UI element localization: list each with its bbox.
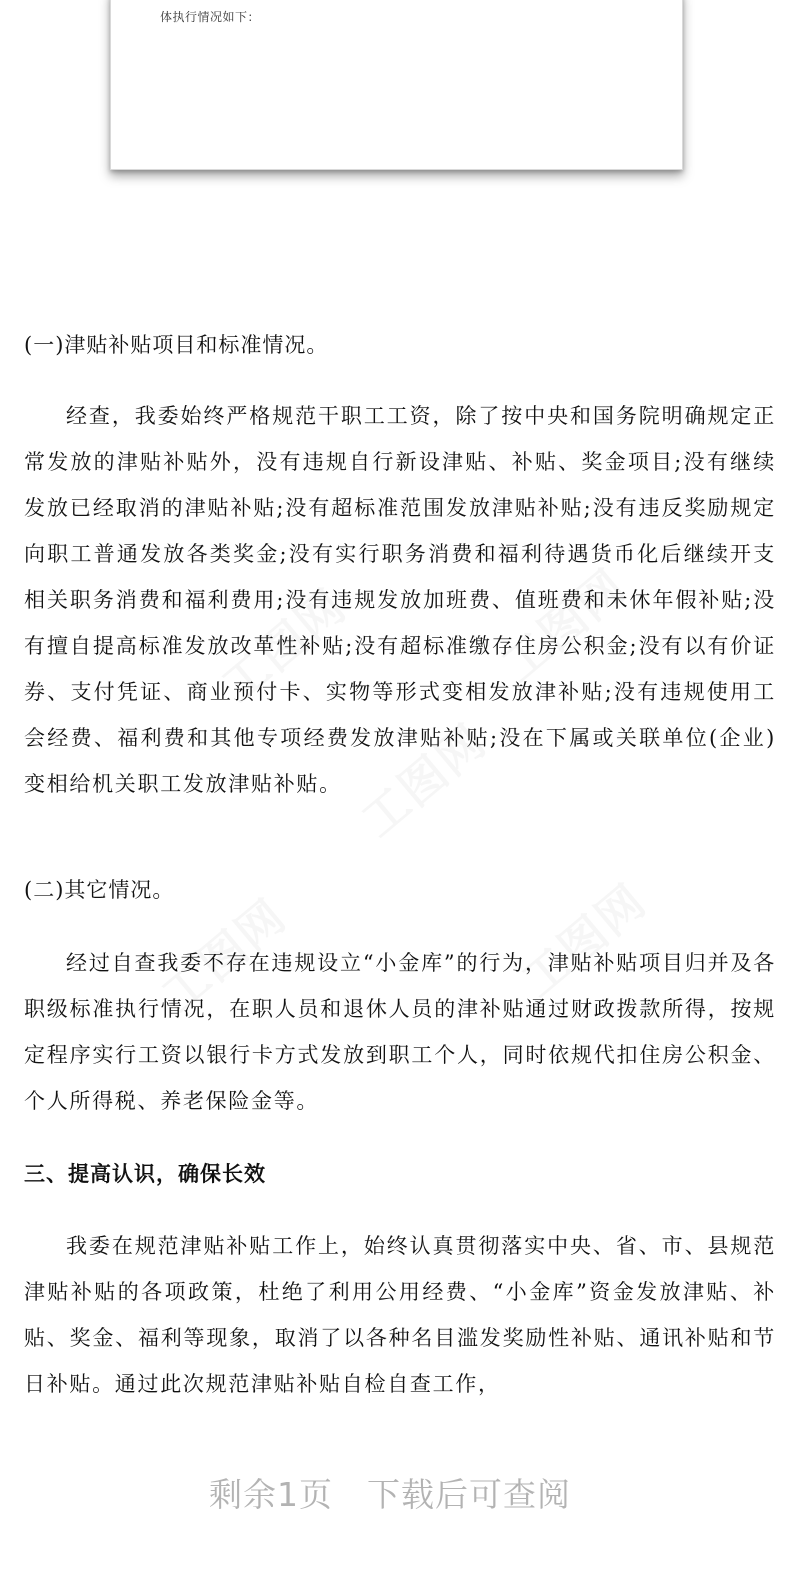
preview-text: 体执行情况如下： bbox=[160, 10, 261, 24]
paragraph: 经查，我委始终严格规范干职工工资，除了按中央和国务院明确规定正常发放的津贴补贴外，没有违规自行新设津贴、补贴、奖金项目;没有继续发放已经取消的津贴补贴;没有超标准范围发放津贴补贴;没有违反奖励规定向职工普通发放各类奖金;没有实行职务消费和福利待遇货币化后继续开支相关职务消费和福利费用;没有违规发放加班费、值班费和未休年假补贴;没有擅自提高标准发放改革性补贴;没有超标准缴存住房公积金;没有以有价证券、支付凭证、商业预付卡、实物等形式变相发放津补贴;没有违规使用工会经费、福利费和其他专项经费发放津贴补贴;没在下属或关联单位(企业)变相给机关职工发放津贴补贴。 bbox=[24, 404, 776, 796]
chapter-heading: 三、提高认识，确保长效 bbox=[24, 1162, 266, 1186]
section-heading: (二)其它情况。 bbox=[24, 878, 175, 902]
paragraph: 我委在规范津贴补贴工作上，始终认真贯彻落实中央、省、市、县规范津贴补贴的各项政策，杜绝了利用公用经费、“小金库”资金发放津贴、补贴、奖金、福利等现象，取消了以各种名目滥发奖励性补贴、通讯补贴和节日补贴。通过此次规范津贴补贴自检自查工作， bbox=[24, 1234, 776, 1396]
remaining-pages-label: 剩余1页 bbox=[209, 1475, 333, 1514]
download-to-view-label: 下载后可查阅 bbox=[367, 1475, 571, 1514]
download-prompt[interactable] bbox=[0, 1469, 780, 1516]
paragraph: 经过自查我委不存在违规设立“小金库”的行为，津贴补贴项目归并及各职级标准执行情况，在职人员和退休人员的津补贴通过财政拨款所得，按规定程序实行工资以银行卡方式发放到职工个人，同时依规代扣住房公积金、个人所得税、养老保险金等。 bbox=[24, 951, 776, 1113]
section-heading: (一)津贴补贴项目和标准情况。 bbox=[24, 333, 329, 357]
page-preview-card bbox=[110, 0, 683, 170]
